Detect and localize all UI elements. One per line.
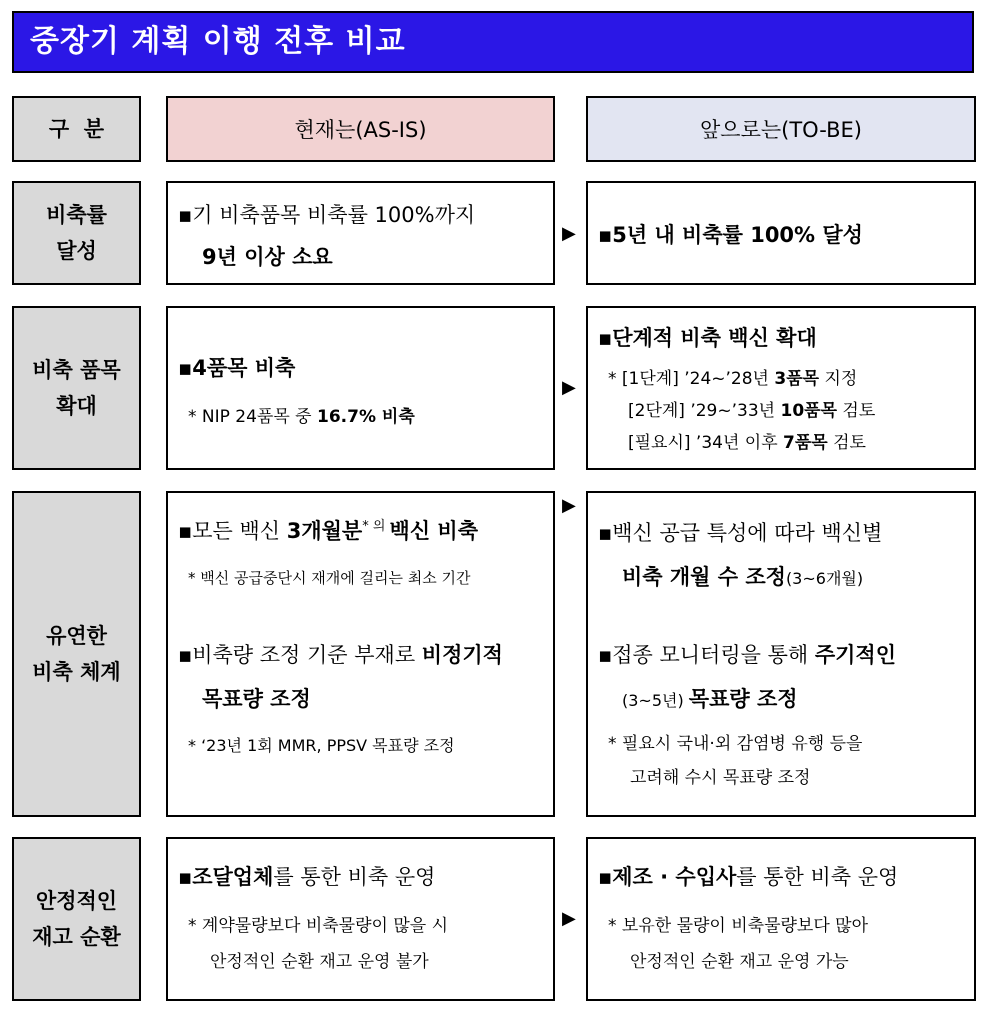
header-to-be: [586, 96, 976, 162]
row-category-stable-rotation: [12, 837, 141, 1001]
as-is-line: ▪모든 백신 3개월분$^{* 의}$ 백신 비축: [178, 519, 479, 543]
as-is-note: * 백신 공급중단시 재개에 걸리는 최소 기간: [188, 569, 471, 587]
header-to-be-label: 앞으로는(TO-BE): [700, 118, 862, 142]
arrow-icon: ▶: [562, 908, 576, 929]
to-be-note: 안정적인 순환 재고 운영 가능: [630, 952, 849, 972]
row-category-flexible-system: [12, 491, 141, 817]
row-category-line: 비축 체계: [32, 660, 121, 684]
header-as-is: [166, 96, 555, 162]
arrow-icon: ▶: [562, 495, 576, 516]
to-be-line: ▪접종 모니터링을 통해 주기적인: [598, 643, 896, 667]
arrow-icon: ▶: [562, 377, 576, 398]
to-be-line: ▪5년 내 비축률 100% 달성: [598, 223, 863, 247]
as-is-cell-stockpile-rate: [166, 181, 555, 285]
as-is-line: 9년 이상 소요: [202, 245, 333, 269]
as-is-note: 안정적인 순환 재고 운영 불가: [210, 952, 429, 972]
to-be-cell-stockpile-rate: [586, 181, 976, 285]
to-be-line: 비축 개월 수 조정(3~6개월): [622, 565, 864, 589]
to-be-note: * 필요시 국내·외 감염병 유행 등을: [608, 734, 863, 754]
to-be-line: (3~5년) 목표량 조정: [622, 687, 798, 711]
as-is-note: * ‘23년 1회 MMR, PPSV 목표량 조정: [188, 736, 455, 755]
row-category-stockpile-rate: [12, 181, 141, 285]
row-category-line: 안정적인: [35, 889, 118, 913]
row-category-line: 유연한: [46, 624, 107, 648]
to-be-note: * 보유한 물량이 비축물량보다 많아: [608, 916, 869, 936]
row-category-line: 확대: [56, 394, 97, 418]
as-is-cell-flexible-system: [166, 491, 555, 817]
to-be-note: [2단계] ’29~’33년 10품목 검토: [628, 401, 876, 421]
row-category-line: 재고 순환: [32, 925, 121, 949]
page-title: 중장기 계획 이행 전후 비교: [12, 11, 974, 73]
to-be-note: * [1단계] ’24~’28년 3품목 지정: [608, 369, 858, 389]
header-as-is-label: 현재는(AS-IS): [294, 118, 427, 142]
arrow-icon: ▶: [562, 223, 576, 244]
as-is-line: ▪조달업체를 통한 비축 운영: [178, 865, 436, 889]
to-be-cell-flexible-system: [586, 491, 976, 817]
header-category: [12, 96, 141, 162]
as-is-line: 목표량 조정: [202, 687, 311, 711]
to-be-line: ▪단계적 비축 백신 확대: [598, 326, 817, 350]
to-be-cell-item-expansion: [586, 306, 976, 470]
row-category-line: 달성: [56, 239, 97, 263]
row-category-item-expansion: [12, 306, 141, 470]
as-is-line: ▪기 비축품목 비축률 100%까지: [178, 203, 476, 227]
to-be-note: [필요시] ’34년 이후 7품목 검토: [628, 433, 866, 453]
to-be-cell-stable-rotation: [586, 837, 976, 1001]
as-is-note: * NIP 24품목 중 16.7% 비축: [188, 407, 415, 427]
as-is-note: * 계약물량보다 비축물량이 많을 시: [188, 916, 449, 936]
to-be-line: ▪백신 공급 특성에 따라 백신별: [598, 521, 883, 545]
row-category-line: 비축률: [46, 203, 107, 227]
as-is-line: ▪4품목 비축: [178, 356, 296, 380]
header-category-label: 구 분: [48, 117, 105, 141]
to-be-note: 고려해 수시 목표량 조정: [630, 768, 811, 788]
as-is-cell-item-expansion: [166, 306, 555, 470]
as-is-cell-stable-rotation: [166, 837, 555, 1001]
as-is-line: ▪비축량 조정 기준 부재로 비정기적: [178, 643, 503, 667]
to-be-line: ▪제조 · 수입사를 통한 비축 운영: [598, 865, 899, 889]
row-category-line: 비축 품목: [32, 358, 121, 382]
